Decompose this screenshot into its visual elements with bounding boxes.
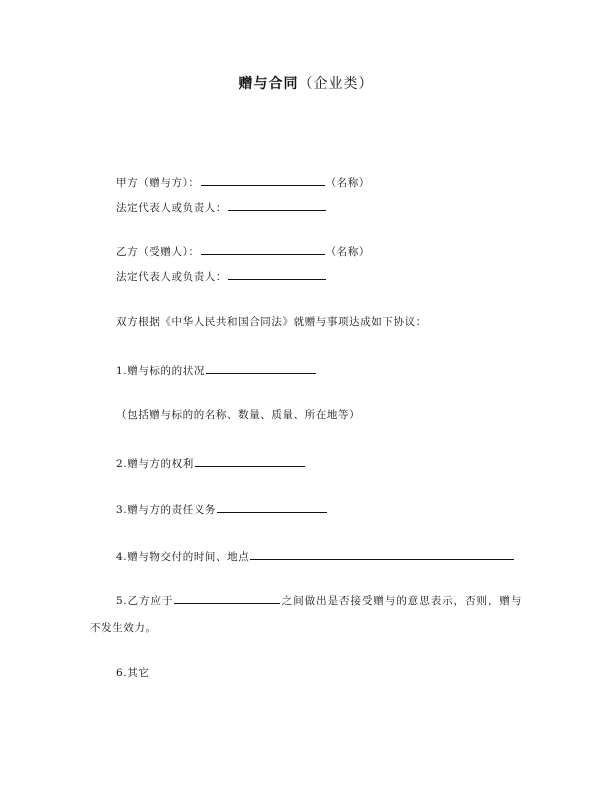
- clause-6: [116, 666, 149, 680]
- document-title: [0, 74, 612, 94]
- intro-line: [116, 315, 427, 329]
- clause-3-field[interactable]: [217, 501, 327, 513]
- clause-2-field[interactable]: [195, 455, 305, 467]
- clause-4-label: 4.赠与物交付的时间、地点: [116, 551, 250, 563]
- party-a-name-field[interactable]: [201, 174, 325, 186]
- party-b-name-suffix: （名称）: [325, 246, 370, 258]
- clause-3-label: 3.赠与方的责任义务: [116, 504, 217, 516]
- clause-6-label: 6.其它: [116, 667, 150, 679]
- title-main: 赠与合同: [238, 76, 299, 92]
- clause-5-field[interactable]: [174, 592, 280, 604]
- party-b-rep-line: [116, 268, 327, 284]
- clause-5-prefix: 5.乙方应于: [116, 595, 174, 607]
- clause-4: [116, 548, 515, 564]
- party-b-rep-field[interactable]: [228, 268, 326, 280]
- party-a-line: [116, 174, 370, 190]
- clause-1-field[interactable]: [206, 362, 316, 374]
- clause-5: [90, 588, 522, 642]
- party-a-name-suffix: （名称）: [325, 177, 370, 189]
- party-b-name-field[interactable]: [201, 243, 325, 255]
- clause-1-note-text: （包括赠与标的的名称、数量、质量、所在地等）: [116, 409, 361, 421]
- clause-4-field[interactable]: [250, 548, 514, 560]
- clause-1-note: [116, 408, 360, 422]
- party-b-rep-label: 法定代表人或负责人：: [116, 271, 227, 283]
- clause-2-label: 2.赠与方的权利: [116, 458, 194, 470]
- intro-text: 双方根据《中华人民共和国合同法》就赠与事项达成如下协议：: [116, 316, 427, 328]
- clause-1: [116, 362, 317, 378]
- title-sub: （企业类）: [298, 76, 374, 92]
- clause-3: [116, 501, 328, 517]
- clause-1-label: 1.赠与标的的状况: [116, 365, 205, 377]
- party-a-rep-field[interactable]: [228, 199, 326, 211]
- clause-2: [116, 455, 306, 471]
- party-b-line: [116, 243, 370, 259]
- party-a-rep-line: [116, 199, 327, 215]
- party-a-label: 甲方（赠与方）：: [116, 177, 200, 189]
- party-b-label: 乙方（受赠人）：: [116, 246, 200, 258]
- party-a-rep-label: 法定代表人或负责人：: [116, 202, 227, 214]
- clause-5-suffix: 之间做出是否接受赠与的意思表示，否则，赠与不发生效力。: [90, 595, 522, 634]
